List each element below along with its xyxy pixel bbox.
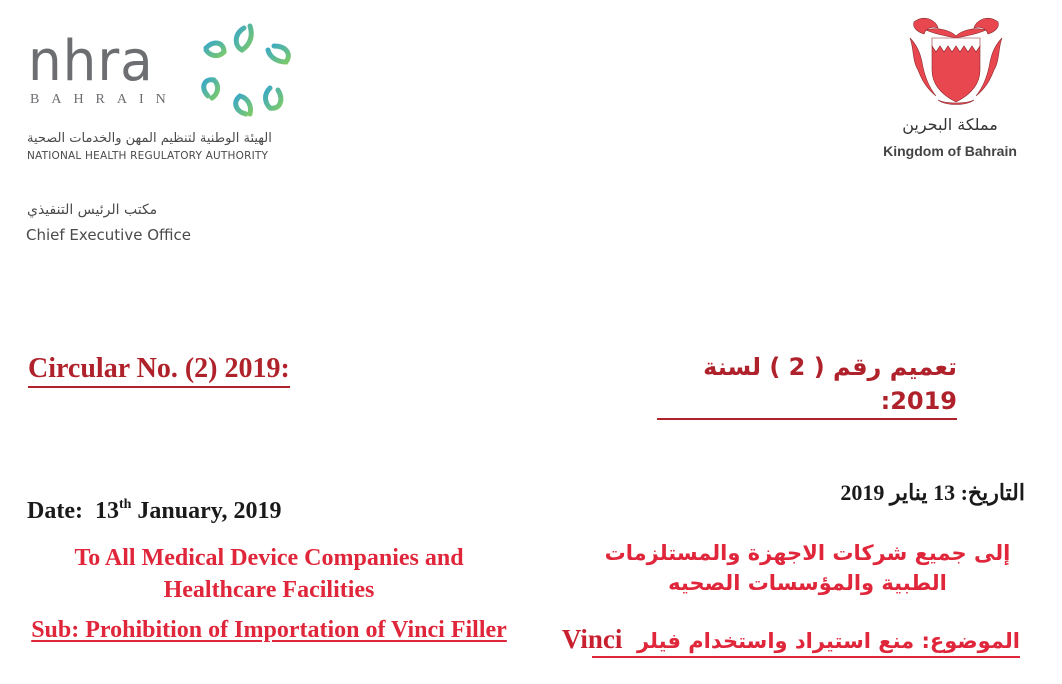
nhra-logo-wordmark: nhra [28,29,154,94]
recipients-arabic: إلى جميع شركات الاجهزة والمستلزمات الطبية والمؤسسات الصحيه [604,541,1011,595]
kingdom-name-arabic: مملكة البحرين [902,115,998,134]
subject-english-text: Sub: Prohibition of Importation of Vinci Filler [31,617,507,643]
nhra-logo-subtitle: BAHRAIN [30,92,178,107]
date-month-year: January, 2019 [137,498,282,524]
subject-arabic [561,624,1020,658]
nhra-star-emblem-icon [194,20,298,120]
nhra-name-english: NATIONAL HEALTH REGULATORY AUTHORITY [27,150,269,162]
nhra-name-arabic: الهيئة الوطنية لتنظيم المهن والخدمات الصحية [27,131,272,146]
subject-product-name: Vinci [561,624,623,654]
date-ordinal: th [118,497,132,512]
kingdom-name-english: Kingdom of Bahrain [883,143,1017,159]
subject-english [30,614,508,646]
bahrain-coat-of-arms-icon [904,8,1008,112]
date-english [27,496,281,526]
office-name-arabic: مكتب الرئيس التنفيذي [27,202,158,218]
date-label: Date: [27,498,83,524]
circular-title-english: Circular No. (2) 2019: [28,352,290,388]
office-name-english: Chief Executive Office [26,226,192,244]
date-arabic: التاريخ: 13 يناير 2019 [840,480,1025,505]
date-day: 13 [94,498,119,524]
circular-title-arabic: تعميم رقم ( 2 ) لسنة 2019: [657,350,957,420]
subject-arabic-text: الموضوع: منع استيراد واستخدام فيلر [636,629,1020,653]
recipients-english: To All Medical Device Companies and Healthcare Facilities [74,545,464,603]
